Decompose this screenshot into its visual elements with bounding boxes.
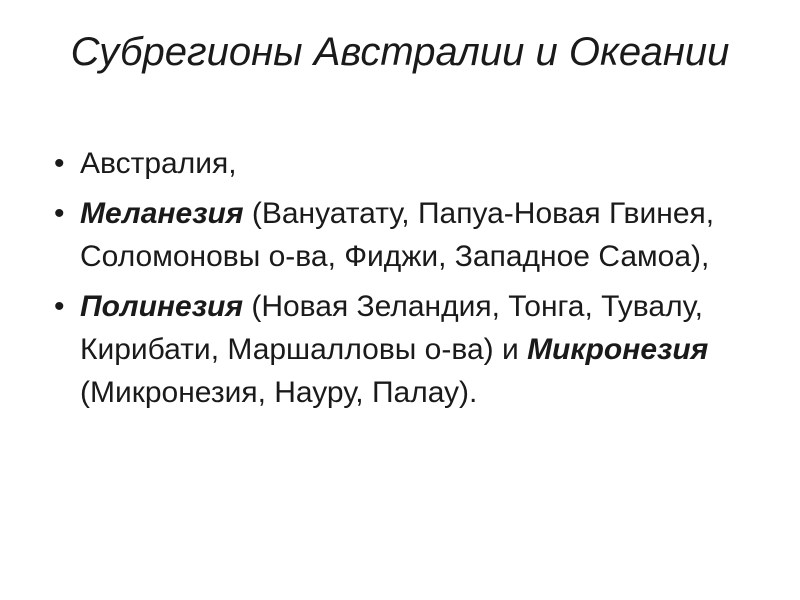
bullet-text: (Вануатату, Папуа-Новая Гвинея, Соломоновы о-ва, Фиджи, Западное Самоа), (80, 197, 715, 273)
subregion-name-melanesia: Меланезия (80, 197, 244, 230)
bullet-list (54, 142, 754, 421)
slide-title: Субрегионы Австралии и Океании (70, 30, 730, 74)
bullet-item-polynesia-micronesia (54, 285, 754, 414)
subregion-name-micronesia: Микронезия (527, 333, 709, 366)
bullet-text: Австралия, (80, 147, 237, 180)
bullet-marker: • (54, 197, 65, 230)
bullet-text: (Микронезия, Науру, Палау). (80, 376, 478, 409)
subregion-name-polynesia: Полинезия (80, 290, 243, 323)
bullet-marker: • (54, 290, 65, 323)
bullet-marker: • (54, 147, 65, 180)
bullet-text: (Новая Зеландия, Тонга, Тувалу, Кирибати, Маршалловы о-ва) и (80, 290, 703, 366)
bullet-item-melanesia (54, 192, 754, 278)
bullet-item-australia (54, 142, 754, 185)
